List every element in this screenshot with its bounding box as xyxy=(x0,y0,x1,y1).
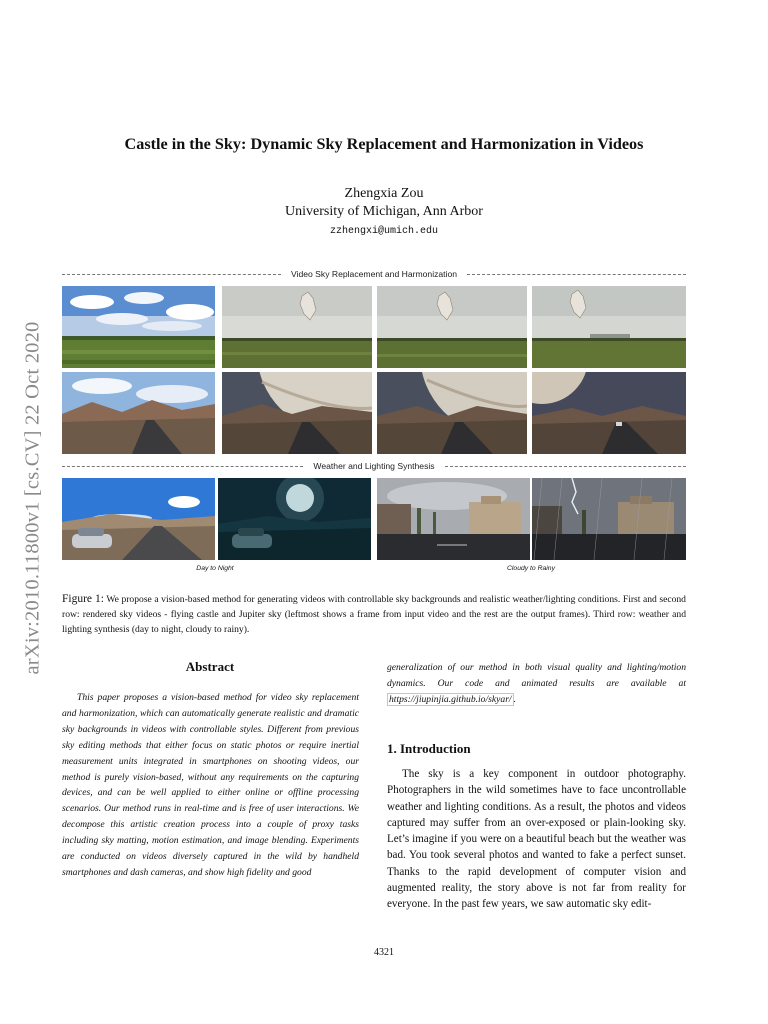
figure-sublabel-cloudy-to-rainy: Cloudy to Rainy xyxy=(507,565,555,572)
paper-title: Castle in the Sky: Dynamic Sky Replacement and Harmonization in Videos xyxy=(124,135,644,153)
figure-caption-label: Figure 1: xyxy=(62,593,104,605)
figure-image-jupiter-frame-1 xyxy=(222,372,372,454)
figure-image-input-road xyxy=(62,372,215,454)
page-number: 4321 xyxy=(374,947,394,958)
figure-image-day xyxy=(62,478,215,560)
abstract-body xyxy=(62,690,359,881)
figure-sublabel-day-to-night: Day to Night xyxy=(196,565,234,572)
figure-image-jupiter-frame-2 xyxy=(377,372,527,454)
abstract-continued-period: . xyxy=(513,693,516,705)
figure-section-label-sky: Video Sky Replacement and Harmonization xyxy=(290,269,458,279)
figure-image-input-field xyxy=(62,286,215,368)
introduction-body xyxy=(387,766,686,913)
figure-image-rainy xyxy=(532,478,686,560)
figure-image-castle-frame-2 xyxy=(377,286,527,368)
figure-section-label-weather: Weather and Lighting Synthesis xyxy=(313,461,435,471)
project-link[interactable]: https://jiupinjia.github.io/skyar/ xyxy=(389,693,512,705)
arxiv-stamp-text: arXiv:2010.11800v1 [cs.CV] 22 Oct 2020 xyxy=(21,321,44,675)
abstract-heading: Abstract xyxy=(185,659,235,674)
figure-image-castle-frame-1 xyxy=(222,286,372,368)
abstract-paragraph: This paper proposes a vision-based method for video sky replacement and harmonization, which can automatically generate realistic and dramatic sky backgrounds in videos with controllable styles. Different from previous sky editing methods that either focus on static photos or require inertial measurement units integrated in smartphones on shooting videos, our method is purely vision-based, without any requirements on the capturing devices, and can be well applied to either online or offline processing scenarios. Our method runs in real-time and is free of user interactions. We decompose this artistic creation process into a couple of proxy tasks including sky matting, motion estimation, and image blending. Experiments are conducted on videos diversely captured in the wild by handheld smartphones and dash cameras, and show high fidelity and good xyxy=(62,692,359,878)
arxiv-stamp xyxy=(18,272,48,724)
figure-image-jupiter-frame-3 xyxy=(532,372,686,454)
abstract-continued xyxy=(387,660,686,708)
author-name: Zhengxia Zou xyxy=(344,186,424,201)
figure-image-castle-frame-3 xyxy=(532,286,686,368)
figure-section-divider-2 xyxy=(62,460,686,472)
figure-section-divider-1 xyxy=(62,268,686,280)
author-email[interactable]: zzhengxi@umich.edu xyxy=(329,226,439,237)
figure-caption-text: We propose a vision-based method for generating videos with controllable sky backgrounds and realistic weather/lighting conditions. First and second row: rendered sky videos - flying castle and Jupiter sky (leftmost shows a frame from input video and the rest are the output frames). Third row: weather and lighting synthesis (day to night, cloudy to rainy). xyxy=(62,594,686,635)
figure-image-cloudy xyxy=(377,478,530,560)
author-affiliation: University of Michigan, Ann Arbor xyxy=(285,204,483,219)
introduction-paragraph: The sky is a key component in outdoor photography. Photographers in the wild sometimes have to face uncontrollable weather and lighting conditions. As a result, the photos and videos captured may suffer from an over-exposed or plain-looking sky. Let’s imagine if you were on a beautiful beach but the weather was bad. You took several photos and wanted to fake a perfect sunset. Thanks to the rapid development of computer vision and augmented reality, the story above is not far from reality for everyone. In the past few years, we saw automatic sky edit- xyxy=(387,768,686,911)
figure-caption xyxy=(62,592,686,637)
abstract-continued-text: generalization of our method in both visual quality and lighting/motion dynamics. Our code and animated results are available at xyxy=(387,662,686,689)
introduction-heading: 1. Introduction xyxy=(387,741,471,756)
figure-image-night xyxy=(218,478,371,560)
